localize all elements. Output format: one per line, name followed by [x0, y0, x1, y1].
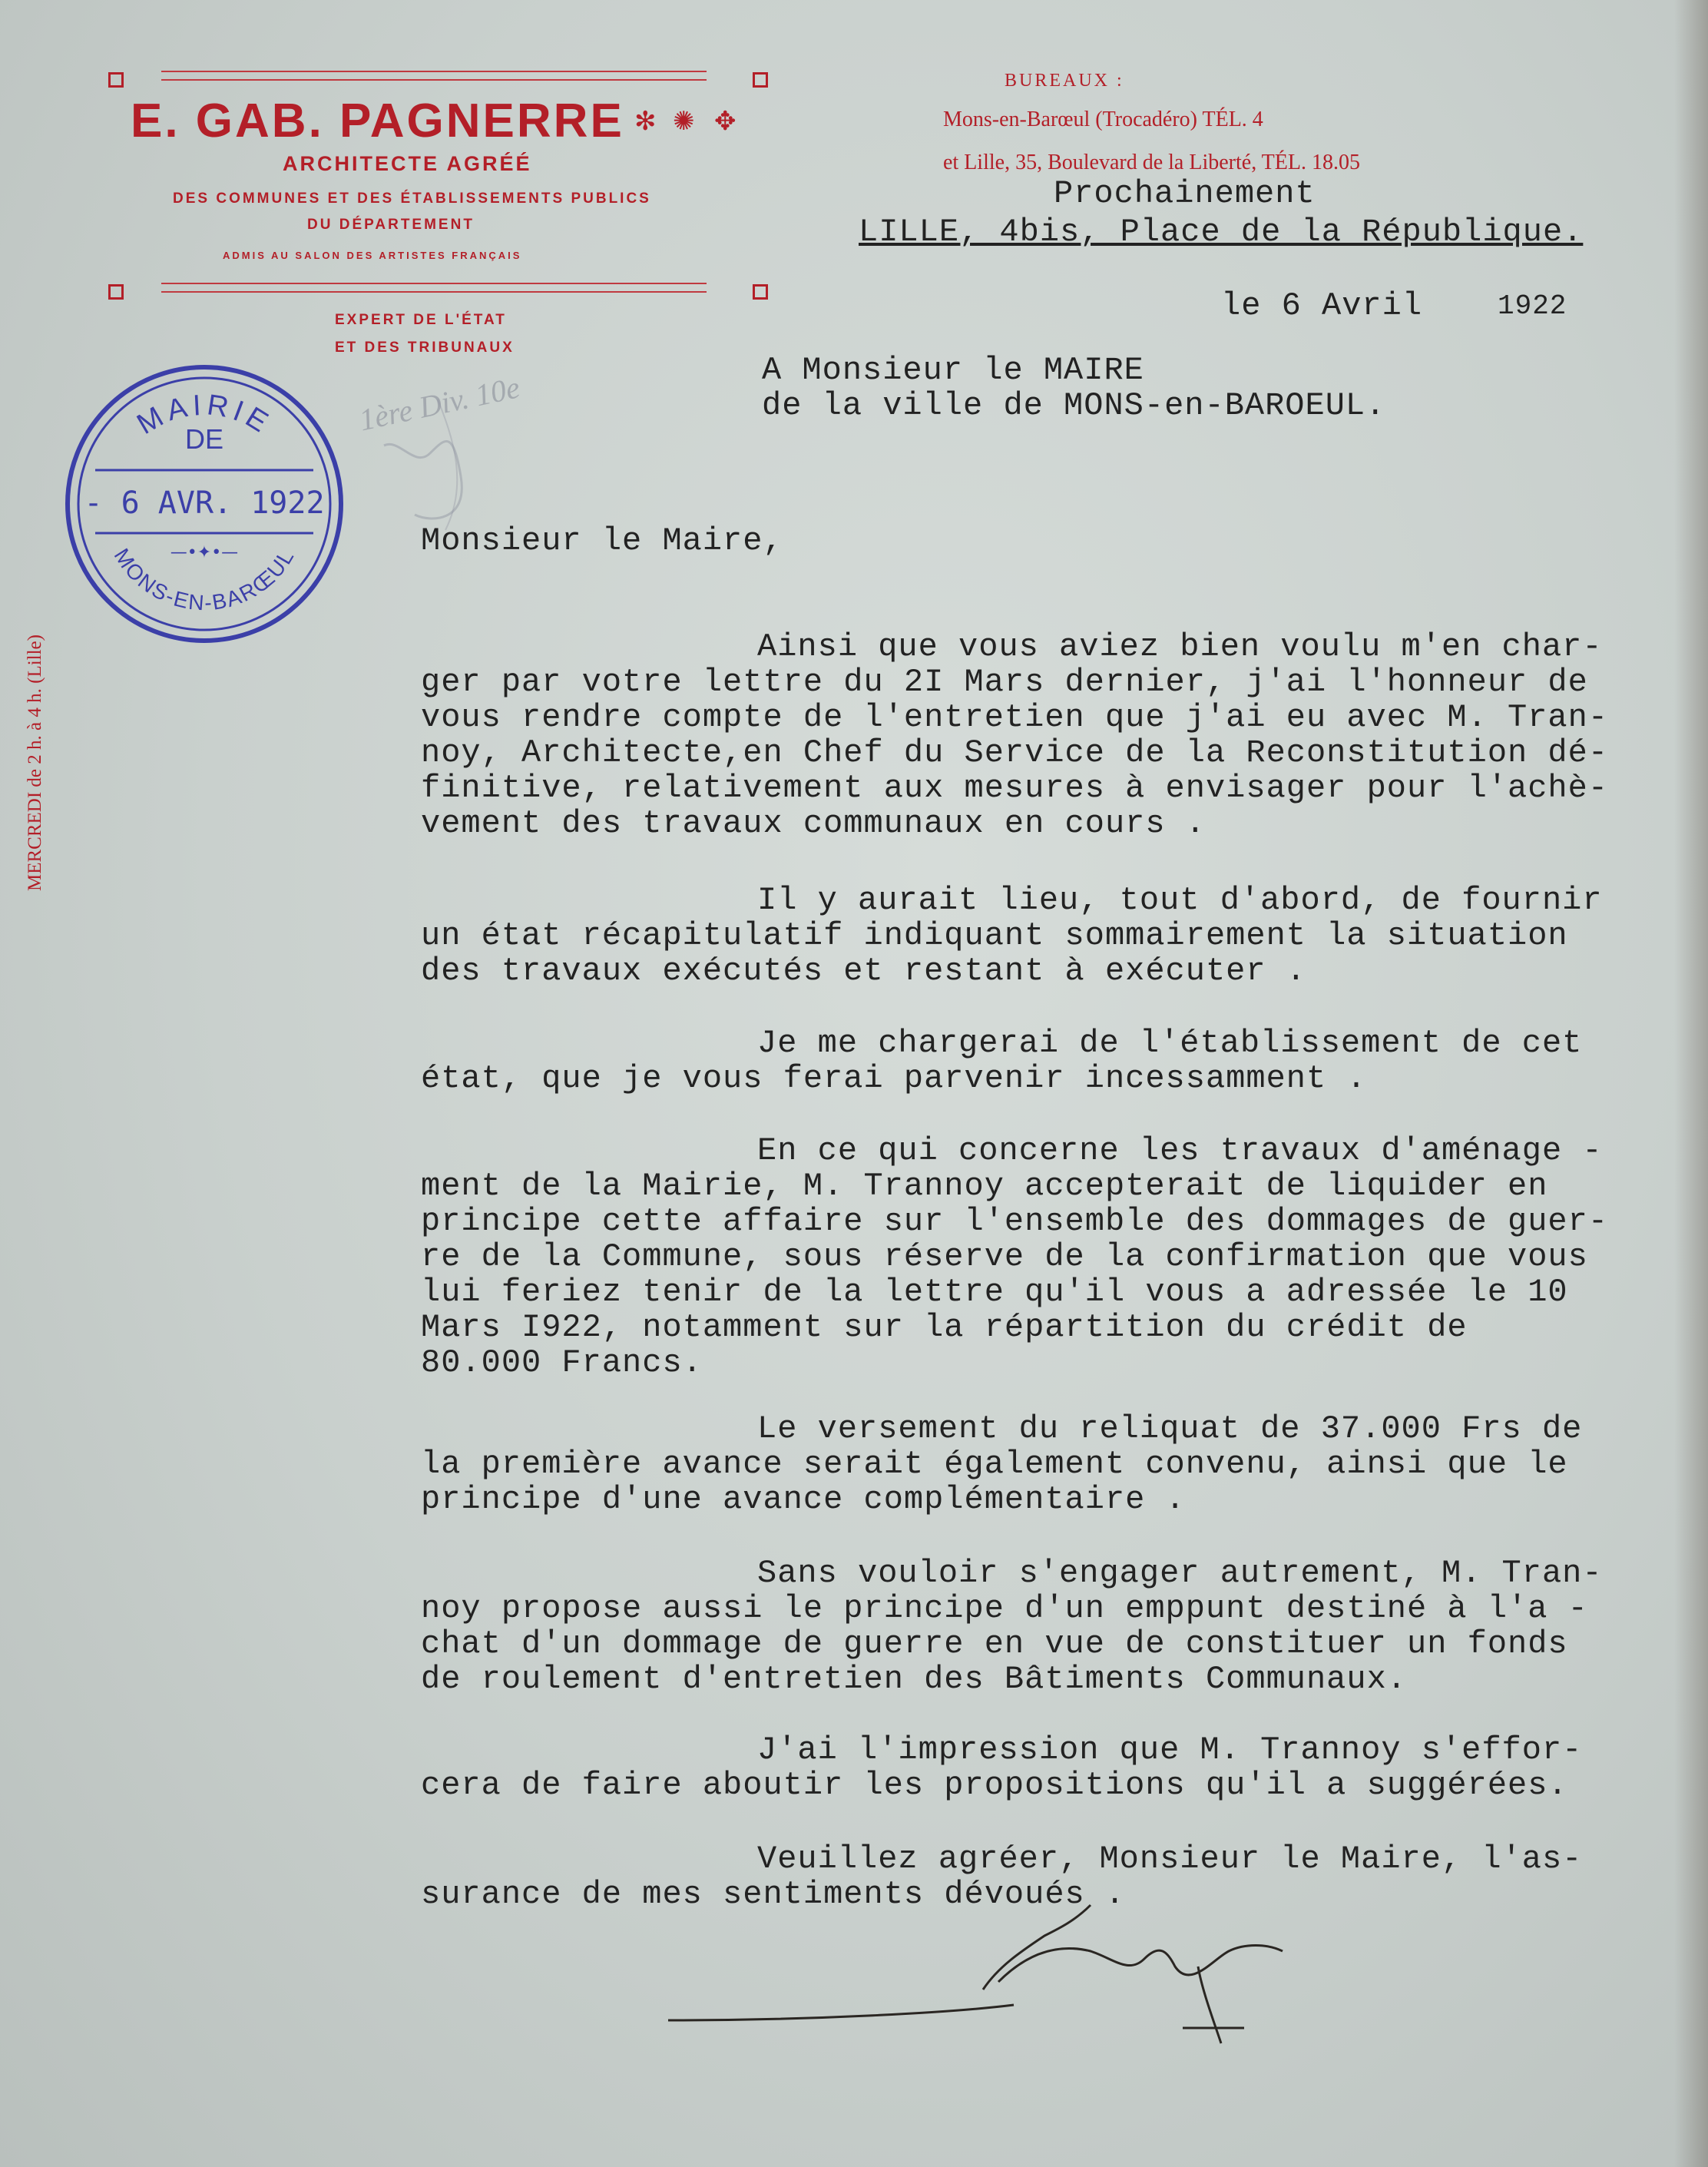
body-line: principe cette affaire sur l'ensemble des dommages de guer- [421, 1203, 1609, 1240]
body-line: Veuillez agréer, Monsieur le Maire, l'as- [757, 1841, 1583, 1877]
letterhead-tribunaux: ET DES TRIBUNAUX [335, 340, 515, 356]
body-line: noy propose aussi le principe d'un emppunt destiné à l'a - [421, 1590, 1588, 1627]
body-line: Sans vouloir s'engager autrement, M. Tran- [757, 1555, 1603, 1592]
pencil-annotation [353, 369, 553, 545]
corner-box-bl [108, 284, 124, 300]
page-edge-shadow [1674, 0, 1708, 2167]
letterhead-salon: ADMIS AU SALON DES ARTISTES FRANÇAIS [223, 250, 522, 261]
stamp-de: DE [184, 423, 224, 455]
body-line: Mars I922, notamment sur la répartition du crédit de [421, 1309, 1468, 1346]
signature [660, 1874, 1321, 2059]
letterhead-name: E. GAB. PAGNERRE [131, 94, 624, 147]
body-line: J'ai l'impression que M. Trannoy s'effor- [757, 1731, 1583, 1768]
body-line: Il y aurait lieu, tout d'abord, de fournir [757, 882, 1603, 919]
stamp-date: - 6 AVR. 1922 [84, 485, 325, 521]
letterhead-top-rule [161, 71, 707, 81]
corner-box-br [753, 284, 768, 300]
letterhead-address-1: Mons-en-Barœul (Trocadéro) TÉL. 4 [943, 108, 1263, 131]
letterhead-vertical-note: MERCREDI de 2 h. à 4 h. (Lille) [25, 635, 45, 891]
body-line: un état récapitulatif indiquant sommairement la situation [421, 917, 1568, 954]
body-line: état, que je vous ferai parvenir incessamment . [421, 1060, 1367, 1097]
ornament-star-2-icon: ✺ [673, 108, 695, 136]
body-line: vement des travaux communaux en cours . [421, 805, 1206, 842]
body-line: 80.000 Francs. [421, 1344, 703, 1381]
corner-box-tl [108, 72, 124, 88]
body-line: Je me chargerai de l'établissement de cet [757, 1025, 1583, 1062]
body-line: lui feriez tenir de la lettre qu'il vous a adressée le 10 [421, 1274, 1568, 1310]
body-line: chat d'un dommage de guerre en vue de constituer un fonds [421, 1625, 1568, 1662]
body-line: noy, Architecte,en Chef du Service de la Reconstitution dé- [421, 734, 1609, 771]
body-line: Le versement du reliquat de 37.000 Frs de [757, 1410, 1583, 1447]
new-address: LILLE, 4bis, Place de la République. [859, 214, 1584, 250]
svg-text:1ère Div. 10e: 1ère Div. 10e [356, 369, 523, 438]
letterhead-bottom-rule [161, 283, 707, 293]
corner-box-tr [753, 72, 768, 88]
mairie-stamp [63, 363, 346, 645]
body-line: surance de mes sentiments dévoués . [421, 1876, 1126, 1913]
body-line: En ce qui concerne les travaux d'aménage - [757, 1132, 1603, 1169]
soon-label: Prochainement [1054, 175, 1316, 212]
salutation: Monsieur le Maire, [421, 522, 783, 559]
body-line: des travaux exécutés et restant à exécuter . [421, 953, 1306, 989]
body-line: principe d'une avance complémentaire . [421, 1481, 1186, 1518]
letterhead-communes: DES COMMUNES ET DES ÉTABLISSEMENTS PUBLICS [173, 191, 651, 207]
letterhead-address-2: et Lille, 35, Boulevard de la Liberté, TÉL. 18.05 [943, 151, 1360, 174]
ornament-star-3-icon: ✥ [714, 108, 736, 136]
recipient-line-1: A Monsieur le MAIRE [762, 352, 1144, 389]
body-line: vous rendre compte de l'entretien que j'ai eu avec M. Tran- [421, 699, 1609, 736]
body-line: Ainsi que vous aviez bien voulu m'en char- [757, 628, 1603, 665]
letterhead-departement: DU DÉPARTEMENT [307, 217, 475, 233]
body-line: ger par votre lettre du 2I Mars dernier, j'ai l'honneur de [421, 664, 1588, 701]
body-line: de roulement d'entretien des Bâtiments Communaux. [421, 1661, 1408, 1698]
body-line: re de la Commune, sous réserve de la confirmation que vous [421, 1238, 1588, 1275]
letter-date: le 6 Avril [1221, 287, 1423, 324]
recipient-line-2: de la ville de MONS-en-BAROEUL. [762, 387, 1386, 424]
body-line: ment de la Mairie, M. Trannoy accepterait de liquider en [421, 1168, 1548, 1204]
stamp-bottom-text: MONS-EN-BARŒUL [109, 544, 300, 615]
letterhead-bureaux: BUREAUX : [1005, 71, 1124, 91]
body-line: cera de faire aboutir les propositions qu'il a suggérées. [421, 1767, 1568, 1804]
svg-text:—•✦•—: —•✦•— [170, 543, 239, 562]
stamp-top-text: MAIRIE [131, 389, 278, 442]
body-line: la première avance serait également convenu, ainsi que le [421, 1446, 1568, 1483]
body-line: finitive, relativement aux mesures à envisager pour l'achè- [421, 770, 1609, 807]
letterhead-title: ARCHITECTE AGRÉÉ [283, 152, 532, 175]
letterhead-expert: EXPERT DE L'ÉTAT [335, 312, 507, 328]
letter-year: 1922 [1498, 290, 1567, 322]
ornament-star-1-icon: ✻ [634, 108, 657, 136]
